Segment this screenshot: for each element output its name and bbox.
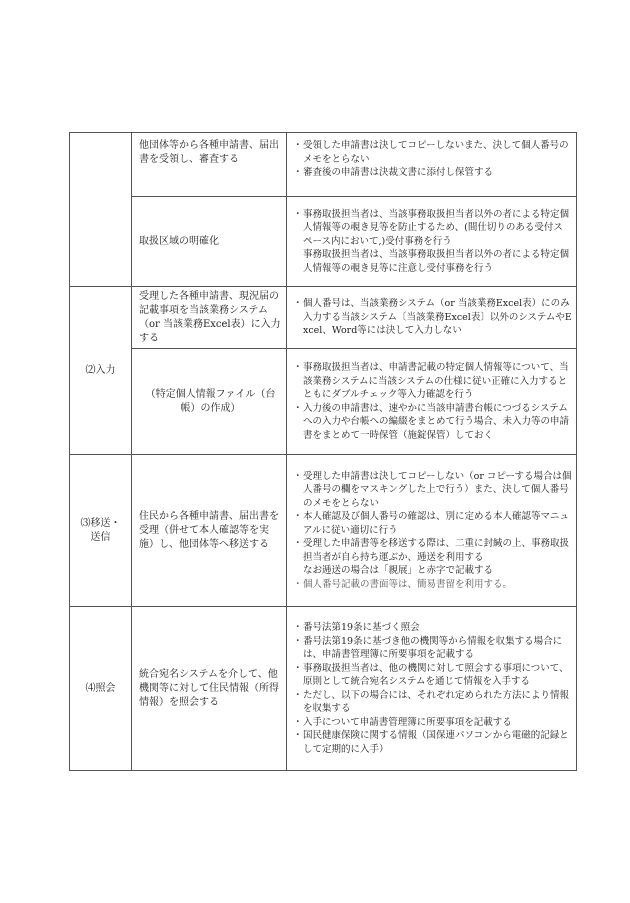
list-item: ・ 審査後の申請書は決裁文書に添付し保管する: [293, 167, 494, 178]
category-cell: [70, 455, 132, 607]
notes-cell: [287, 133, 577, 197]
notes-cell: [287, 287, 577, 349]
list-item: ・ ただし、以下の場合には、それぞれ定められた方法により情報を収集する: [293, 689, 570, 714]
category-cell: [70, 133, 132, 287]
table-row: [70, 607, 577, 771]
list-item: ・ 個人番号記載の書面等は、簡易書留を利用する。: [293, 578, 513, 590]
category-label: ⑶移送・送信: [80, 517, 121, 543]
task-cell: 受理した各種申請書、現況届の記載事項を当該業務システム（or 当該業務Excel表）に入力する: [132, 287, 287, 349]
table-row: [70, 349, 577, 455]
notes-cell: [287, 197, 577, 287]
list-item: ・ 受理した申請書等を移送する際は、二重に封緘の上、事務取扱担当者が自ら持ち運ぶか、逓送を利用する: [293, 538, 570, 563]
notes-cell: [287, 455, 577, 607]
list-item: ・ 事務取扱担当者は、申請書記載の特定個人情報等について、当該業務システムに当該システムの仕様に従い正確に入力するとともにダブルチェック等入力確認を行う: [293, 362, 569, 400]
list-item: ・ 事務取扱担当者は、当該事務取扱担当者以外の者による特定個人情報等の覗き見等を防止するため、(間仕切りのある受付スペース内において,)受付事務を行う: [293, 208, 570, 247]
list-item: ・ 事務取扱担当者は、他の機関に対して照会する事項について、原則として統合宛名システムを通じて情報を入手する: [293, 662, 569, 687]
notes-cell: [287, 607, 577, 771]
procedure-table: [69, 132, 577, 771]
task-cell: 統合宛名システムを介して、他機関等に対して住民情報（所得情報）を照会する: [132, 607, 287, 771]
list-item: ・ 本人確認及び個人番号の確認は、別に定める本人確認等マニュアルに従い適切に行う: [293, 511, 570, 536]
list-item: ・ 入力後の申請書は、速やかに当該申請書台帳につづるシステムへの入力や台帳への編綴をまとめて行う場合、未入力等の申請書をまとめて一時保管（施錠保管）しておく: [293, 402, 570, 441]
task-cell: （特定個人情報ファイル（台帳）の作成）: [132, 349, 287, 455]
task-cell: 住民から各種申請書、届出書を受理（併せて本人確認等を実施）し、他団体等へ移送する: [132, 455, 287, 607]
list-item: ・ 受領した申請書は決してコピーしないまた、決して個人番号のメモをとらない: [293, 140, 569, 165]
list-item: ・ 個人番号は、当該業務システム（or 当該業務Excel表）にのみ入力する当該システム〔当該業務Excel表〕以外のシステムやExcel、Word等には決して入力しない: [293, 298, 572, 337]
table-row: [70, 455, 577, 607]
table-row: [70, 197, 577, 287]
task-cell: 取扱区域の明確化: [132, 197, 287, 287]
list-item: ・ 国民健康保険に関する情報（国保連パソコンから電磁的記録として定期的に入手）: [293, 730, 569, 755]
note-continuation: なお逓送の場合は「親展」と赤字で記載する: [303, 565, 494, 577]
notes-cell: [287, 349, 577, 455]
list-item: ・ 番号法第19条に基づき他の機関等から情報を収集する場合には、申請書管理簿に所要事項を記載する: [293, 635, 563, 660]
note-continuation: 事務取扱担当者は、当該事務取扱担当者以外の者による特定個人情報等の覗き見等に注意し受付事務を行う: [303, 249, 570, 274]
table-row: [70, 287, 577, 349]
category-cell: ⑵入力: [70, 287, 132, 455]
list-item: ・ 受理した申請書は決してコピーしない（or コピーする場合は個人番号の欄をマスキングした上で行う）また、決して個人番号のメモをとらない: [293, 470, 572, 509]
list-item: ・ 入手について申請書管理簿に所要事項を記載する: [293, 716, 512, 728]
task-cell: 他団体等から各種申請書、届出書を受領し、審査する: [132, 133, 287, 197]
table-row: [70, 133, 577, 197]
category-cell: ⑷照会: [70, 607, 132, 771]
list-item: ・ 番号法第19条に基づく照会: [293, 622, 420, 633]
